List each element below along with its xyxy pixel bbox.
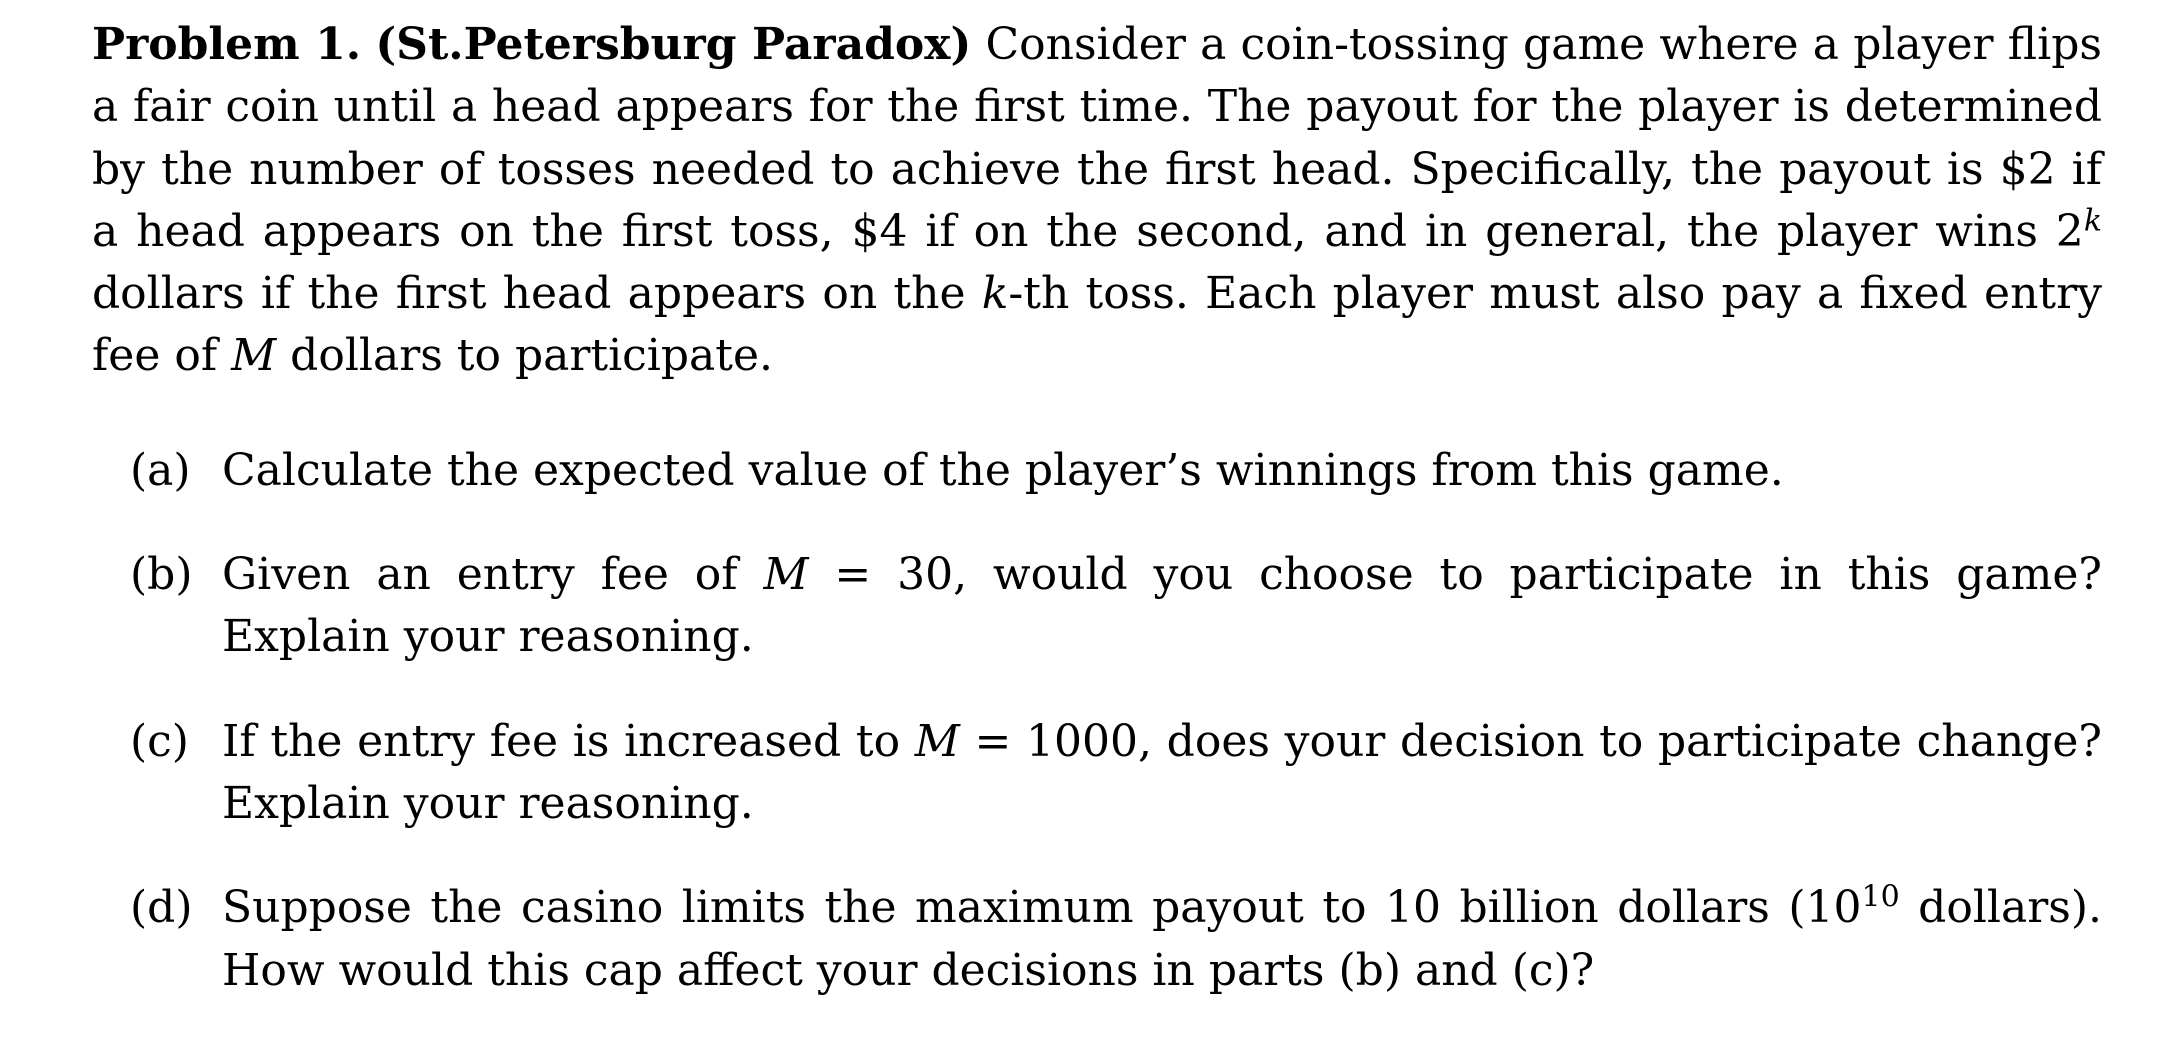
variable-M: M [231,330,277,382]
sub-question-list [92,440,2102,1002]
sub-question-c [92,711,2102,836]
sub-question-text-post: dollars). How would this cap affect your decisions in parts (b) and (c)? [222,882,2102,996]
problem-name: (St.Petersburg Paradox) [375,19,972,70]
sub-question-text-pre: If the entry fee is increased to [222,715,915,767]
problem-label: Problem 1. [92,19,362,70]
statement-text-4: dollars to participate. [276,330,773,382]
problem-document [92,14,2102,1044]
statement-text-3: -th toss. Each player must also pay a fixed entry fee of [92,268,2102,382]
variable-M: M [763,549,809,601]
sub-question-a [92,440,2102,502]
sub-question-b [92,544,2102,669]
exponent-k: k [2083,203,2102,239]
sub-question-text: Calculate the expected value of the player’s winnings from this game. [222,444,1784,496]
sub-question-d [92,877,2102,1002]
sub-question-text-pre: Given an entry fee of [222,549,764,601]
sub-question-text-post: = 30, would you choose to participate in this game? Explain your reasoning. [222,549,2102,663]
variable-M: M [914,715,960,767]
sub-question-marker: (d) [130,882,193,934]
sub-question-marker: (b) [130,549,193,601]
variable-k: k [981,268,1009,320]
sub-question-marker: (c) [130,715,189,767]
sub-question-marker: (a) [130,444,191,496]
exponent-10: 10 [1861,879,1900,915]
sub-question-text-post: = 1000, does your decision to participate change? Explain your reasoning. [222,715,2102,829]
statement-text-1: Consider a coin-tossing game where a player flips a fair coin until a head appears for the first time. The payout for the player is determined by the number of tosses needed to achieve the first head. Specifically, the payout is $2 if a head appears on the first toss, $4 if on the second, and in general, the player wins 2 [92,19,2102,257]
sub-question-text-pre: Suppose the casino limits the maximum payout to 10 billion dollars (10 [222,882,1862,934]
problem-statement [92,14,2102,388]
statement-text-2: dollars if the first head appears on the [92,268,982,320]
